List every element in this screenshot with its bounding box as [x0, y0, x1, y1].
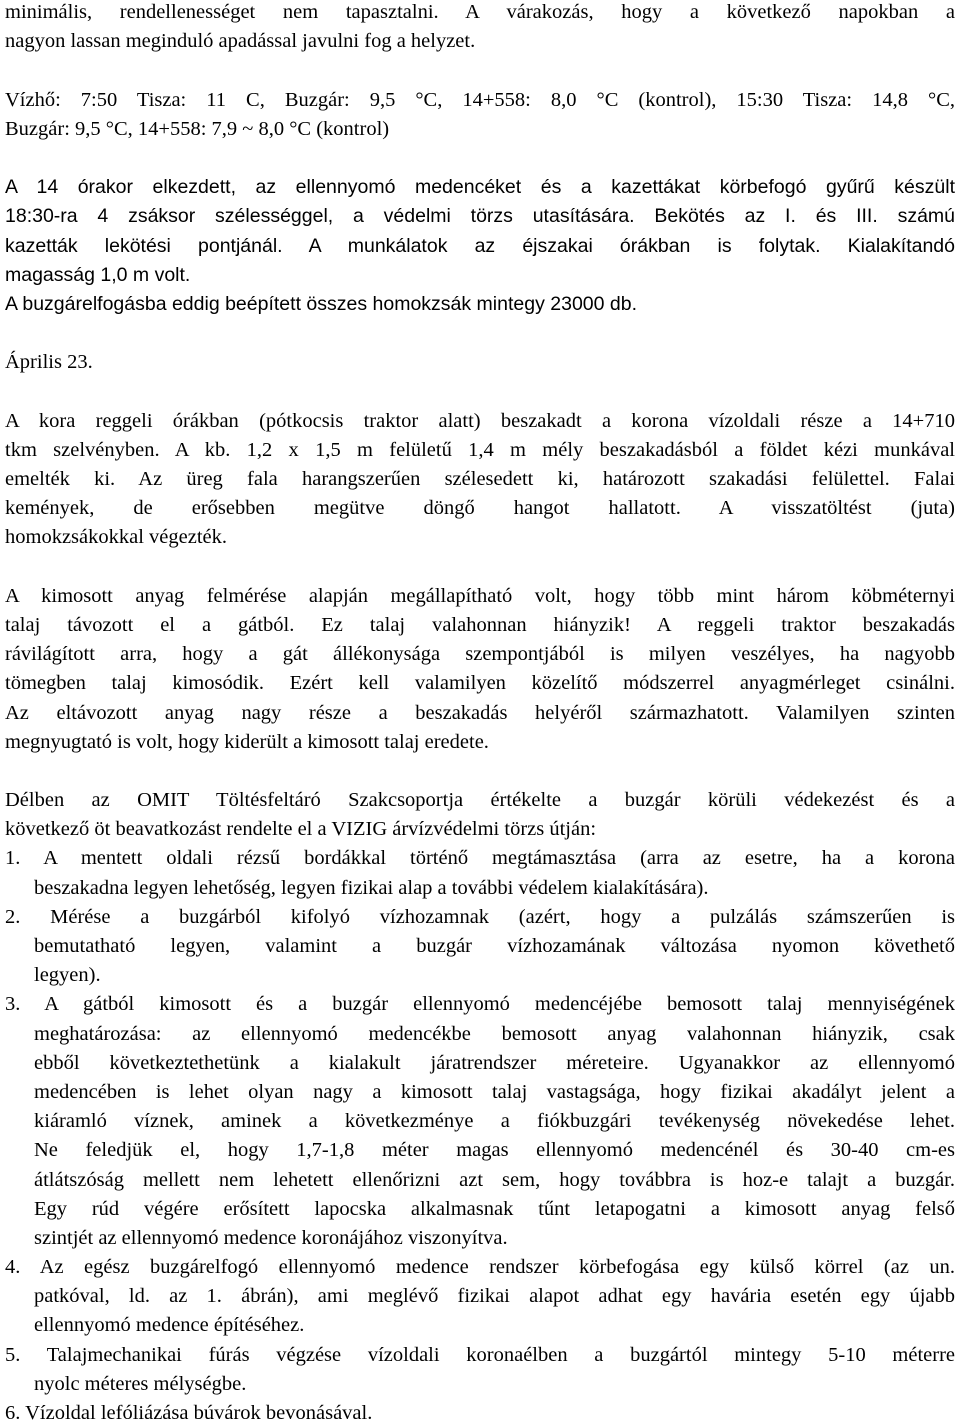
text-line: Buzgár: 9,5 °C, 14+558: 7,9 ~ 8,0 °C (kontrol): [5, 117, 390, 140]
text-line: nagyon lassan meginduló apadással javulni fog a helyzet.: [5, 30, 476, 53]
text-line: meghatározása: az ellennyomó medencékbe bemosott anyag valahonnan hiányzik, csak: [34, 1022, 955, 1045]
assessment-paragraph: [5, 582, 955, 757]
text-line: Az eltávozott anyag nagy része a beszakadás helyéről származhatott. Valamilyen szinten: [5, 701, 955, 724]
water-temperature-paragraph: [5, 86, 955, 144]
text-line: magasság 1,0 m volt.: [5, 263, 191, 286]
works-paragraph: [5, 173, 955, 319]
text-line: minimális, rendellenességet nem tapasztalni. A várakozás, hogy a következő napokban a: [5, 1, 955, 23]
text-line: szintjét az ellennyomó medence koronájához viszonyítva.: [34, 1226, 508, 1249]
text-line: nyolc méteres mélységbe.: [34, 1372, 247, 1395]
text-line: A kimosott anyag felmérése alapján megállapítható volt, hogy több mint három köbméternyi: [5, 584, 955, 607]
text-line: tömegben talaj kimosódik. Ezért kell valamilyen közelítő módszerrel anyagmérleget csinálni.: [5, 672, 955, 695]
date-heading: Április 23.: [5, 351, 93, 374]
text-line: legyen).: [34, 964, 101, 987]
list-item: [5, 1399, 955, 1428]
text-line: beszakadna legyen lehetőség, legyen fizikai alap a további védelem kialakítására).: [34, 876, 709, 899]
text-line: A 14 órakor elkezdett, az ellennyomó medencéket és a kazettákat körbefogó gyűrű készült: [5, 176, 955, 199]
intro-paragraph: [5, 0, 955, 56]
text-line: kazetták lekötési pontjánál. A munkálatok az éjszakai órákban is folytak. Kialakítandó: [5, 234, 955, 257]
measures-list: [5, 844, 955, 1428]
text-line: Egy rúd végére erősített lapocska alkalmasnak tűnt letapogatni a kimosott anyag felső: [34, 1197, 955, 1220]
text-line: 1. A mentett oldali rézsű bordákkal történő megtámasztása (arra az esetre, ha a korona: [5, 847, 955, 870]
text-line: emelték ki. Az üreg fala harangszerűen szélesedett ki, határozott szakadási felülettel. Falai: [5, 468, 955, 490]
text-line: 2. Mérése a buzgárból kifolyó vízhozamnak (azért, hogy a pulzálás számszerűen is: [5, 905, 955, 928]
list-item: [5, 1341, 955, 1399]
text-line: Vízhő: 7:50 Tisza: 11 C, Buzgár: 9,5 °C, 14+558: 8,0 °C (kontrol), 15:30 Tisza: 14,8 °C,: [5, 88, 955, 111]
text-line: tkm szelvényben. A kb. 1,2 x 1,5 m felületű 1,4 m mély beszakadásból a földet kézi munkával: [5, 438, 955, 461]
text-line: A buzgárelfogásba eddig beépített összes homokzsák mintegy 23000 db.: [5, 292, 637, 315]
text-line: kiáramló víznek, aminek a következménye a fiókbuzgári tevékenység növekedése lehet.: [34, 1110, 955, 1133]
text-line: 4. Az egész buzgárelfogó ellennyomó medence rendszer körbefogása egy külső körrel (az un.: [5, 1256, 955, 1279]
text-line: medencében is lehet olyan nagy a kimosott talaj vastagsága, hogy fizikai akadályt jelent a: [34, 1080, 955, 1103]
text-line: ebből következtethetünk a kialakult járatrendszer méreteire. Ugyanakkor az ellennyomó: [34, 1051, 955, 1074]
morning-paragraph: [5, 407, 955, 553]
text-line: bemutatható legyen, valamint a buzgár vízhozamának változása nyomon követhető: [34, 935, 955, 957]
text-line: megnyugtató is volt, hogy kiderült a kimosott talaj eredete.: [5, 730, 489, 753]
text-line: következő öt beavatkozást rendelte el a VIZIG árvízvédelmi törzs útján:: [5, 818, 597, 841]
list-item: [5, 1253, 955, 1341]
text-line: 6. Vízoldal lefóliázása búvárok bevonásával.: [5, 1402, 373, 1424]
list-item: [5, 844, 955, 902]
text-line: patkóval, ld. az 1. ábrán), ami meglévő fizikai alapot adhat egy havária esetén egy újabb: [34, 1285, 955, 1308]
text-line: átlátszóság mellett nem lehetett ellenőrizni azt sem, hogy továbbra is hoz-e talajt a buzgár.: [34, 1168, 955, 1191]
document-page: [5, 0, 955, 1428]
text-line: ellennyomó medence építéséhez.: [34, 1314, 305, 1337]
text-line: 18:30-ra 4 zsáksor szélességgel, a védelmi törzs utasítására. Bekötés az I. és III. számú: [5, 205, 955, 228]
omit-paragraph: [5, 786, 955, 844]
list-item: [5, 990, 955, 1253]
text-line: rávilágított arra, hogy a gát állékonysága szempontjából is milyen veszélyes, ha nagyobb: [5, 643, 955, 666]
text-line: 5. Talajmechanikai fúrás végzése vízoldali koronaélben a buzgártól mintegy 5-10 méterre: [5, 1343, 955, 1366]
text-line: kemények, de erősebben megütve döngő hangot hallatott. A visszatöltést (juta): [5, 497, 955, 520]
text-line: A kora reggeli órákban (pótkocsis traktor alatt) beszakadt a korona vízoldali része a 14+710: [5, 409, 955, 432]
text-line: Ne feledjük el, hogy 1,7-1,8 méter magas ellennyomó medencénél és 30-40 cm-es: [34, 1139, 955, 1162]
text-line: Délben az OMIT Töltésfeltáró Szakcsoportja értékelte a buzgár körüli védekezést és a: [5, 789, 955, 812]
list-item: [5, 903, 955, 991]
text-line: 3. A gátból kimosott és a buzgár ellennyomó medencéjébe bemosott talaj mennyiségének: [5, 993, 955, 1016]
text-line: homokzsákokkal végezték.: [5, 526, 228, 549]
text-line: talaj távozott el a gátból. Ez talaj valahonnan hiányzik! A reggeli traktor beszakadás: [5, 613, 955, 636]
